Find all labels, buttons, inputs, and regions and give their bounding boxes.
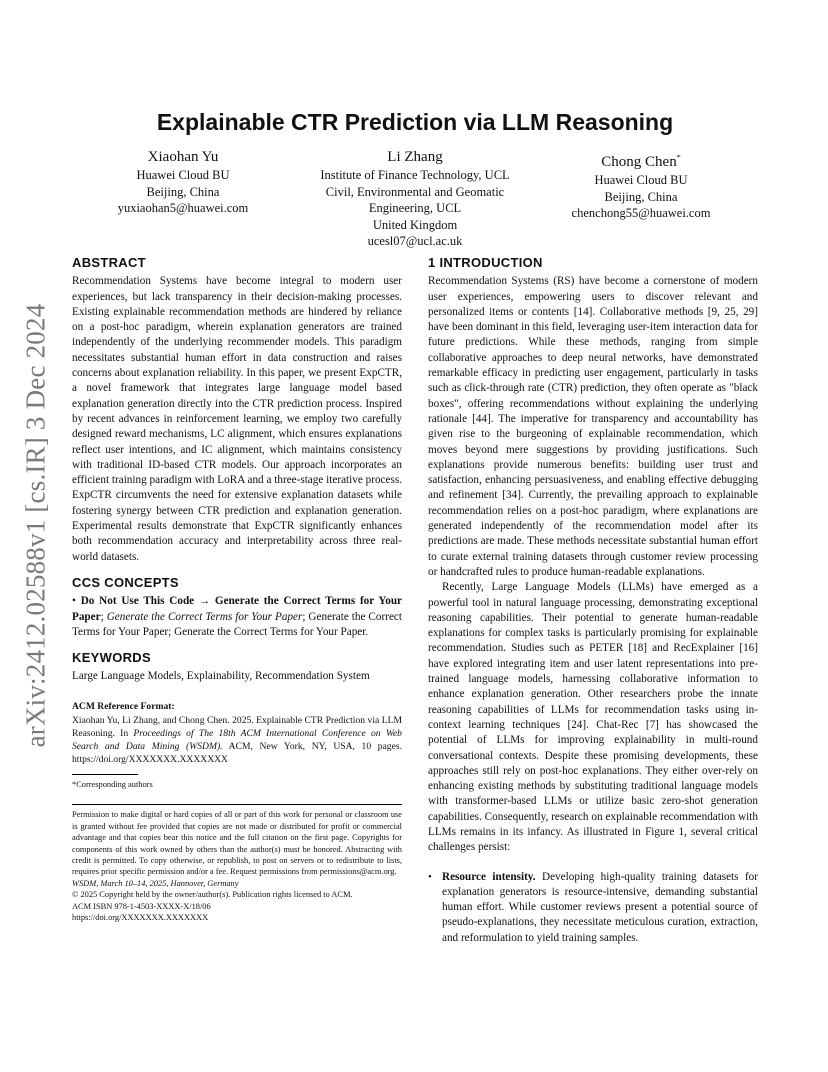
author-block-1 — [88, 148, 278, 217]
author-name: Chong Chen* — [601, 153, 681, 170]
acm-reference-heading: ACM Reference Format: — [72, 700, 175, 712]
author-email: yuxiaohan5@huawei.com — [117, 201, 249, 215]
author-affiliation: Huawei Cloud BU — [594, 173, 688, 187]
acm-reference-text: Xiaohan Yu, Li Zhang, and Chong Chen. 2025. Explainable CTR Prediction via LLM Reasoning. In Proceedings of The 18th ACM International Conference on Web Search and Data Mining (WSDM). ACM, New York, NY, USA, 10 pages. https://doi.org/XXXXXXX.XXXXXXX — [72, 715, 402, 766]
intro-paragraph-2: Recently, Large Language Models (LLMs) have emerged as a powerful tool in natural language processing, demonstrating exceptional reasoning capabilities. Their potential to generate human-readable explanations for complex tasks is particularly promising for explainable recommendation. Studies such as PETER [18] and RecExplainer [16] have explored integrating item and user latent representations into pre-trained language models, harnessing collaborative information to enhance explanation generation. Other researchers probe the innate reasoning capabilities of LLMs for recommendation tasks using in-context learning techniques [24]. Chat-Rec [7] has showcased the potential of LLMs for improving explainability in multi-round conversational contexts. Despite these promising developments, these approaches still rely on post-hoc explanations. They either over-rely on enhancing existing methods by substituting traditional language models with transformer-based LLMs or utilize basic zero-shot generation capabilities. Consequently, research on explainable recommendation with LLMs remains in its infancy. As illustrated in Figure 1, several critical challenges persist: — [428, 581, 758, 854]
keywords-text: Large Language Models, Explainability, Recommendation System — [72, 670, 370, 683]
abstract-text: Recommendation Systems have become integral to modern user experiences, but lack transparency in their decision-making processes. Existing explainable recommendation methods are hindered by reliance on a post-hoc paradigm, wherein explanation generators are trained independently of the underlying recommender models. This paradigm necessitates substantial human effort in data construction and raises concerns about explanation reliability. In this paper, we present ExpCTR, a novel framework that integrates large language model based explanation generation directly into the CTR prediction process. Inspired by recent advances in reinforcement learning, we employ two carefully designed reward mechanisms, LC alignment, which ensures explanations reflect user intentions, and IC alignment, which maintains consistency with traditional ID-based CTR models. Our approach incorporates an efficient training paradigm with LoRA and a three-stage iterative process. ExpCTR circumvents the need for extensive explanation datasets while fostering synergy between CTR prediction and explanation generation. Experimental results demonstrate that ExpCTR significantly enhances both recommendation accuracy and interpretability across three real-world datasets. — [72, 275, 402, 563]
arxiv-sidebar-stamp — [16, 290, 56, 760]
left-column — [72, 255, 402, 923]
author-block-2 — [294, 148, 536, 250]
author-affiliation: Civil, Environmental and Geomatic — [325, 184, 505, 199]
author-location: Beijing, China — [604, 189, 678, 204]
right-column — [428, 255, 758, 946]
keywords-heading: KEYWORDS — [72, 650, 151, 666]
author-email: ucesl07@ucl.ac.uk — [367, 234, 463, 248]
author-location: United Kingdom — [372, 217, 458, 232]
bullet-icon: • — [428, 870, 432, 883]
isbn-line: ACM ISBN 978-1-4503-XXXX-X/18/06 — [72, 901, 211, 911]
challenge-bullet — [428, 870, 758, 946]
author-affiliation: Huawei Cloud BU — [136, 168, 230, 182]
author-affiliation: Engineering, UCL — [368, 201, 462, 215]
conference-line: WSDM, March 10–14, 2025, Hannover, Germany — [72, 878, 239, 888]
footnote-corresponding: *Corresponding authors — [72, 780, 153, 790]
paper-title: Explainable CTR Prediction via LLM Reasoning — [156, 109, 674, 135]
ccs-heading: CCS CONCEPTS — [72, 574, 179, 590]
introduction-heading: 1 INTRODUCTION — [428, 255, 543, 270]
keywords-section — [72, 650, 402, 685]
challenge-text: Resource intensity. Developing high-quality training datasets for explanation generators is resource-intensive, demanding substantial human effort. While customer reviews present a potential source of pseudo-explanations, they necessitate meticulous curation, extraction, and reformulation to yield training samples. — [442, 870, 758, 944]
ccs-section — [72, 575, 402, 640]
author-location: Beijing, China — [146, 184, 220, 199]
ccs-text: • Do Not Use This Code → Generate the Correct Terms for Your Paper; Generate the Correct Terms for Your Paper; Generate the Correct Terms for Your Paper; Generate the Correct Terms for Your Paper. — [72, 595, 403, 638]
intro-paragraph-1: Recommendation Systems (RS) have become a cornerstone of modern user experiences, empowering users to discover relevant and personalized items or contents [14]. Collaborative methods [9, 25, 29] have been dominant in this field, leveraging user-item interaction data for future predictions. While these methods, ranging from simple collaborative approaches to deep neural networks, have demonstrated remarkable efficacy in predicting user engagement, particularly in tasks such as click-through rate (CTR) prediction, they often operate as "black boxes", offering recommendations without explaining the underlying rationale [44]. The imperative for transparency and accountability has given rise to the burgeoning of explainable recommendation, which moves beyond mere suggestions by providing justifications. Such explanations provide numerous benefits: building user trust and satisfaction, enhancing persuasiveness, and enabling effective debugging and refinement [34]. Currently, the prevailing approach to explainable recommendation relies on a post-hoc paradigm, where explanations are generated independently of the recommendation model after its predictions are made. These methods necessitate substantial human effort to curate external training datasets through customer review processing or handcrafted rules to produce human-readable explanations. — [428, 275, 758, 578]
author-name: Xiaohan Yu — [147, 149, 219, 165]
author-name: Li Zhang — [387, 149, 443, 165]
author-email: chenchong55@huawei.com — [571, 206, 711, 220]
doi-link[interactable]: https://doi.org/XXXXXXX.XXXXXXX — [72, 913, 209, 923]
abstract-heading: ABSTRACT — [72, 255, 146, 270]
footnote-rule — [72, 774, 138, 775]
copyright-line: © 2025 Copyright held by the owner/author(s). Publication rights licensed to ACM. — [72, 890, 353, 900]
permission-notice: Permission to make digital or hard copies of all or part of this work for personal or classroom use is granted without fee provided that copies are not made or distributed for profit or commercial advantage and that copies bear this notice and the full citation on the first page. Copyrights for components of this work owned by others than the author(s) must be honored. Abstracting with credit is permitted. To copy otherwise, or republish, to post on servers or to redistribute to lists, requires prior specific permission and/or a fee. Request permissions from permissions@acm.org. — [72, 810, 402, 877]
author-affiliation: Institute of Finance Technology, UCL — [320, 168, 510, 182]
author-block-3 — [546, 148, 736, 222]
arxiv-identifier: arXiv:2412.02588v1 [cs.IR] 3 Dec 2024 — [20, 303, 51, 747]
permission-rule — [72, 804, 402, 805]
